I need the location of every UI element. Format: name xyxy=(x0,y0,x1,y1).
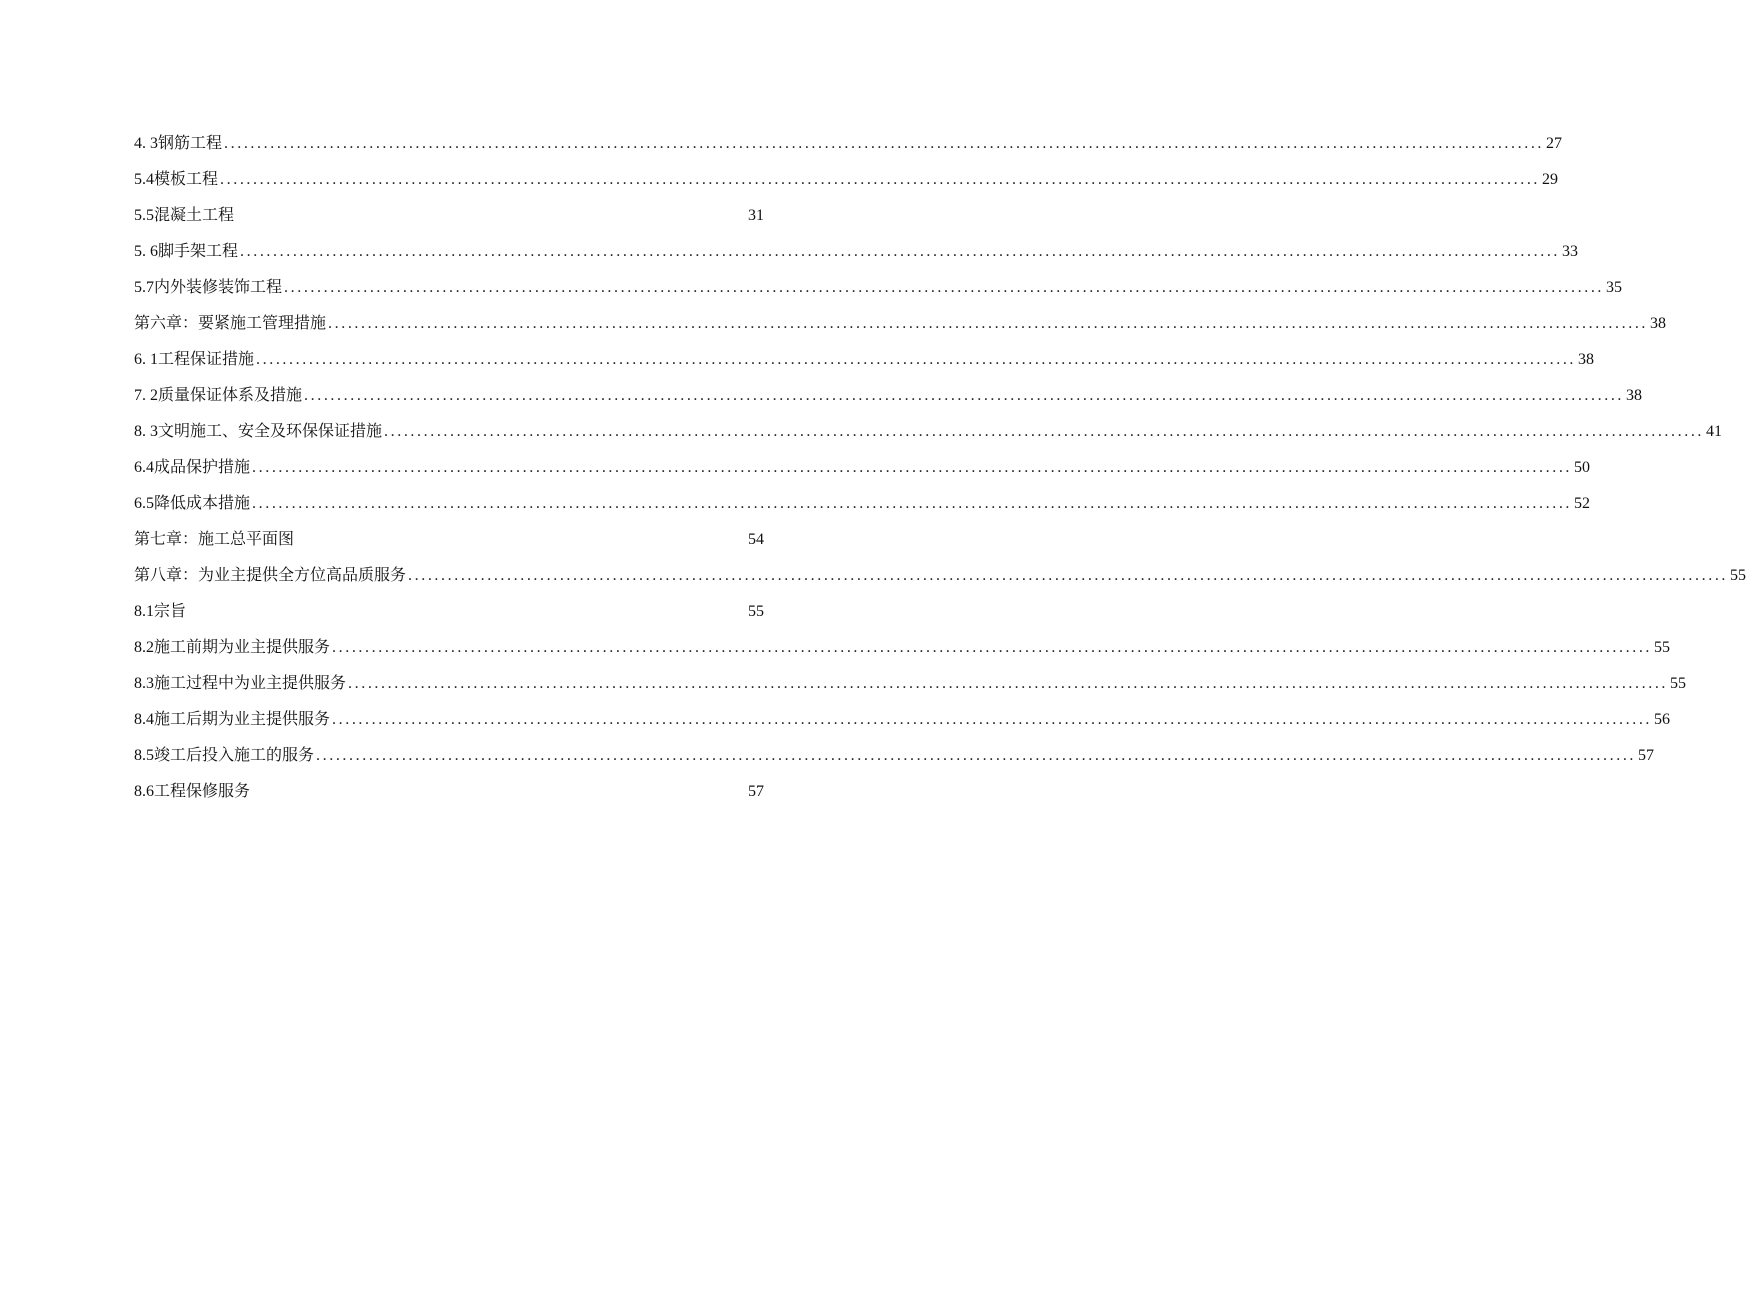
toc-entry[interactable] xyxy=(134,162,1559,198)
toc-entry-title: 8.5竣工后投入施工的服务 xyxy=(134,747,315,764)
toc-entry-title: 第八章：为业主提供全方位高品质服务 xyxy=(134,567,407,584)
toc-entry[interactable] xyxy=(134,666,1687,702)
toc-entry-page-number: 57 xyxy=(1638,747,1655,764)
dot-leader: ........................................................................................................................................................................................................ xyxy=(240,243,1561,260)
toc-entry-page-number: 38 xyxy=(1626,387,1643,404)
dot-leader: ........................................................................................................................................................................................................ xyxy=(332,639,1653,656)
toc-entry-title: 5.7内外装修装饰工程 xyxy=(134,279,283,296)
toc-entry-page-number: 31 xyxy=(748,207,764,224)
dot-leader: ........................................................................................................................................................................................................ xyxy=(224,135,1545,152)
toc-entry-page-number: 57 xyxy=(748,783,764,800)
toc-entry-page-number: 50 xyxy=(1574,459,1591,476)
table-of-contents xyxy=(134,126,1746,810)
dot-leader: ........................................................................................................................................................................................................ xyxy=(252,459,1573,476)
toc-entry-title: 5. 6脚手架工程 xyxy=(134,243,239,260)
toc-entry[interactable] xyxy=(134,378,1643,414)
toc-entry-page-number: 27 xyxy=(1546,135,1563,152)
toc-entry-page-number: 55 xyxy=(1670,675,1687,692)
dot-leader: ........................................................................................................................................................................................................ xyxy=(328,315,1649,332)
toc-entry-page-number: 56 xyxy=(1654,711,1671,728)
toc-entry-title: 6. 1工程保证措施 xyxy=(134,351,255,368)
toc-entry-title: 8.2施工前期为业主提供服务 xyxy=(134,639,331,656)
dot-leader: ........................................................................................................................................................................................................ xyxy=(284,279,1605,296)
toc-entry[interactable] xyxy=(134,126,1563,162)
toc-entry[interactable] xyxy=(134,522,764,558)
dot-leader: ........................................................................................................................................................................................................ xyxy=(304,387,1625,404)
toc-entry[interactable] xyxy=(134,594,764,630)
toc-entry[interactable] xyxy=(134,774,764,810)
toc-entry-page-number: 35 xyxy=(1606,279,1623,296)
dot-leader: ........................................................................................................................................................................................................ xyxy=(220,171,1541,188)
toc-entry-title: 8.1宗旨 xyxy=(134,603,187,620)
toc-entry-title: 8.3施工过程中为业主提供服务 xyxy=(134,675,347,692)
toc-entry-title: 8. 3文明施工、安全及环保保证措施 xyxy=(134,423,383,440)
toc-entry[interactable] xyxy=(134,450,1591,486)
toc-entry-page-number: 55 xyxy=(1654,639,1671,656)
toc-entry[interactable] xyxy=(134,702,1671,738)
toc-entry[interactable] xyxy=(134,270,1623,306)
dot-leader: ........................................................................................................................................................................................................ xyxy=(256,351,1577,368)
toc-entry-title: 4. 3钢筋工程 xyxy=(134,135,223,152)
dot-leader: ........................................................................................................................................................................................................ xyxy=(384,423,1705,440)
toc-entry-page-number: 54 xyxy=(748,531,764,548)
toc-entry[interactable] xyxy=(134,342,1595,378)
toc-entry-page-number: 52 xyxy=(1574,495,1591,512)
toc-entry[interactable] xyxy=(134,234,1579,270)
toc-entry-title: 8.4施工后期为业主提供服务 xyxy=(134,711,331,728)
toc-entry-page-number: 29 xyxy=(1542,171,1559,188)
toc-entry-title: 8.6工程保修服务 xyxy=(134,783,251,800)
toc-entry[interactable] xyxy=(134,558,1746,594)
dot-leader: ........................................................................................................................................................................................................ xyxy=(332,711,1653,728)
toc-entry-title: 第六章：要紧施工管理措施 xyxy=(134,315,327,332)
dot-leader: ........................................................................................................................................................................................................ xyxy=(408,567,1729,584)
toc-entry[interactable] xyxy=(134,738,1655,774)
toc-entry-page-number: 38 xyxy=(1578,351,1595,368)
toc-entry[interactable] xyxy=(134,198,764,234)
dot-leader: ........................................................................................................................................................................................................ xyxy=(252,495,1573,512)
dot-leader: ........................................................................................................................................................................................................ xyxy=(348,675,1669,692)
toc-entry-title: 第七章：施工总平面图 xyxy=(134,531,295,548)
toc-entry[interactable] xyxy=(134,306,1667,342)
toc-entry-page-number: 33 xyxy=(1562,243,1579,260)
dot-leader: ........................................................................................................................................................................................................ xyxy=(316,747,1637,764)
toc-entry-title: 6.4成品保护措施 xyxy=(134,459,251,476)
toc-entry-page-number: 38 xyxy=(1650,315,1667,332)
toc-entry[interactable] xyxy=(134,486,1591,522)
toc-entry-page-number: 41 xyxy=(1706,423,1723,440)
toc-entry-title: 6.5降低成本措施 xyxy=(134,495,251,512)
toc-entry-title: 5.5混凝土工程 xyxy=(134,207,235,224)
toc-entry[interactable] xyxy=(134,414,1723,450)
toc-entry-page-number: 55 xyxy=(1730,567,1746,584)
toc-entry[interactable] xyxy=(134,630,1671,666)
toc-entry-title: 5.4模板工程 xyxy=(134,171,219,188)
toc-entry-title: 7. 2质量保证体系及措施 xyxy=(134,387,303,404)
toc-entry-page-number: 55 xyxy=(748,603,764,620)
